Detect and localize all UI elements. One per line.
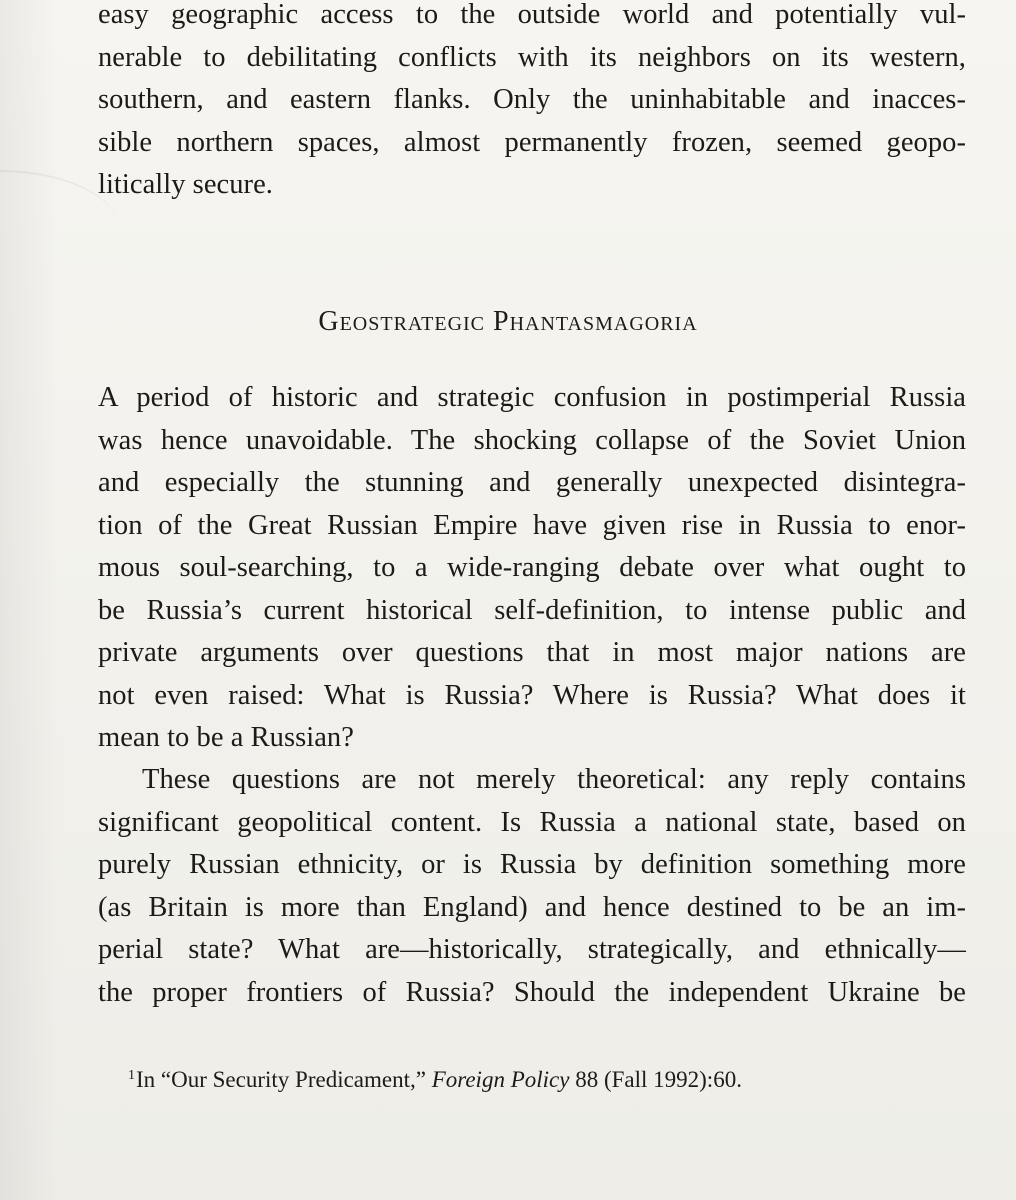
text-line: purely Russian ethnicity, or is Russia by definition something more [98,849,966,880]
text-line: nerable to debilitating conflicts with its neighbors on its western, [98,41,966,73]
text-line: the proper frontiers of Russia? Should the independent Ukraine be [98,976,966,1008]
text-line: was hence unavoidable. The shocking collapse of the Soviet Union [98,424,966,456]
text-line: mean to be a Russian? [98,722,354,753]
text-line: significant geopolitical content. Is Russia a national state, based on [98,806,966,838]
text-line: mous soul-searching, to a wide-ranging debate over what ought to [98,552,966,583]
footnote-prefix: In “Our Security Predicament,” [136,1067,432,1092]
top-paragraph [98,0,966,207]
text-line: easy geographic access to the outside world and potentially vul- [98,0,966,30]
text-line: litically secure. [98,169,273,200]
text-line: private arguments over questions that in most major nations are [98,637,966,668]
text-line: perial state? What are—historically, strategically, and ethnically— [98,934,966,965]
paragraph-2 [98,759,966,1014]
footnote-marker: 1 [128,1068,135,1083]
footnote [128,1061,742,1095]
text-line: sible northern spaces, almost permanently frozen, seemed geopo- [98,126,966,158]
text-line: tion of the Great Russian Empire have given rise in Russia to enor- [98,509,966,541]
text-line: not even raised: What is Russia? Where is Russia? What does it [98,679,966,711]
paragraph-1 [98,377,966,760]
text-line: A period of historic and strategic confusion in postimperial Russia [98,382,966,413]
section-heading: Geostrategic Phantasmagoria [318,306,698,337]
footnote-journal: Foreign Policy [431,1067,570,1092]
text-line: and especially the stunning and generally unexpected disintegra- [98,467,966,498]
text-line: southern, and eastern flanks. Only the uninhabitable and inacces- [98,84,966,115]
footnote-suffix: 88 (Fall 1992):60. [569,1067,742,1092]
text-line: (as Britain is more than England) and hence destined to be an im- [98,891,966,923]
text-line: be Russia’s current historical self-definition, to intense public and [98,594,966,626]
text-line: These questions are not merely theoretical: any reply contains [142,764,966,795]
